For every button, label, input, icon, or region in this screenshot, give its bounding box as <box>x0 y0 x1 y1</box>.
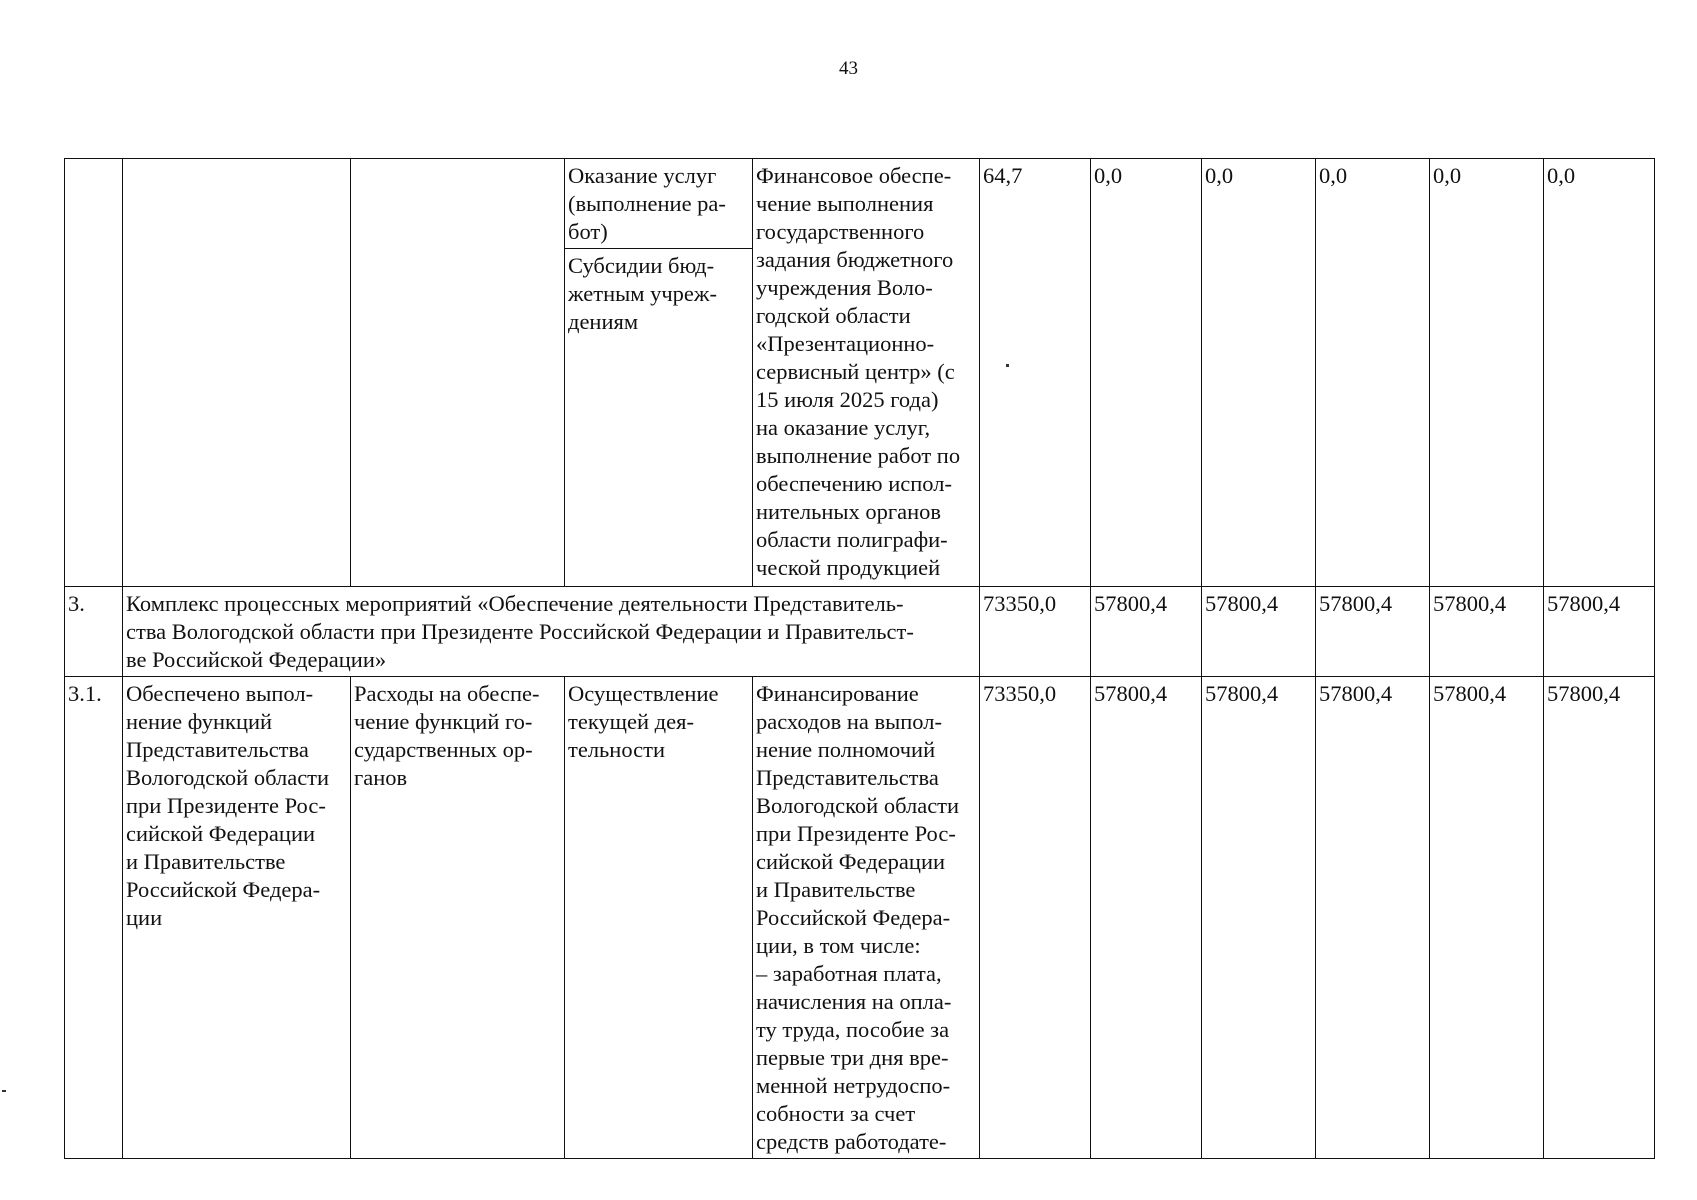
description-cell: Финансирование расходов на выпол- нение полномочий Представительства Вологодской области при Президенте Рос- сийской Федерации и Правительстве Российской Федера- ции, в том числе: – заработная плата, начисления на опла- ту труда, пособие за первые три дня вре- менной нетрудоспо- собности за счет средств работодате- <box>753 677 980 1159</box>
value-cell: 57800,4 <box>1202 587 1316 677</box>
table-row-section <box>65 587 1655 677</box>
value-cell: 73350,0 <box>980 587 1091 677</box>
value-cell: 64,7 <box>980 159 1091 587</box>
value-cell: 57800,4 <box>1202 677 1316 1159</box>
row-number-cell <box>65 159 123 587</box>
expense-type-cell: Расходы на обеспе- чение функций го- сударственных ор- ганов <box>351 677 565 1159</box>
expense-type-cell <box>351 159 565 587</box>
value-cell: 57800,4 <box>1544 587 1655 677</box>
result-cell: Обеспечено выпол- нение функций Представительства Вологодской области при Президенте Рос- сийской Федерации и Правительстве Российской Федера- ции <box>123 677 351 1159</box>
page-number: 43 <box>839 58 858 79</box>
value-cell: 0,0 <box>1544 159 1655 587</box>
value-cell: 0,0 <box>1316 159 1430 587</box>
value-cell: 57800,4 <box>1316 587 1430 677</box>
value-cell: 57800,4 <box>1544 677 1655 1159</box>
value-cell: 57800,4 <box>1091 677 1202 1159</box>
margin-mark <box>2 1090 6 1092</box>
value-cell: 57800,4 <box>1091 587 1202 677</box>
table-row-item <box>65 677 1655 1159</box>
description-cell: Финансовое обеспе- чение выполнения государственного задания бюджетного учреждения Воло- годской области «Презентационно- сервисный центр» (с 15 июля 2025 года) на оказание услуг, выполнение работ по обеспечению испол- нительных органов области полиграфи- ческой продукцией <box>753 159 980 587</box>
activity-cell-services: Оказание услуг (выполнение ра- бот) <box>565 159 753 249</box>
scan-speck <box>1006 364 1009 367</box>
value-cell: 57800,4 <box>1316 677 1430 1159</box>
value-cell: 57800,4 <box>1430 677 1544 1159</box>
row-number-cell: 3. <box>65 587 123 677</box>
table-row-continuation <box>65 159 1655 249</box>
budget-table <box>64 158 1655 1159</box>
value-cell: 0,0 <box>1430 159 1544 587</box>
activity-cell-subsidies: Субсидии бюд- жетным учреж- дениям <box>565 249 753 587</box>
result-cell <box>123 159 351 587</box>
value-cell: 73350,0 <box>980 677 1091 1159</box>
value-cell: 57800,4 <box>1430 587 1544 677</box>
value-cell: 0,0 <box>1091 159 1202 587</box>
value-cell: 0,0 <box>1202 159 1316 587</box>
activity-cell: Осуществление текущей дея- тельности <box>565 677 753 1159</box>
section-title-cell: Комплекс процессных мероприятий «Обеспечение деятельности Представитель- ства Вологодской области при Президенте Российской Федерации и Правительст- ве Российской Федерации» <box>123 587 980 677</box>
row-number-cell: 3.1. <box>65 677 123 1159</box>
